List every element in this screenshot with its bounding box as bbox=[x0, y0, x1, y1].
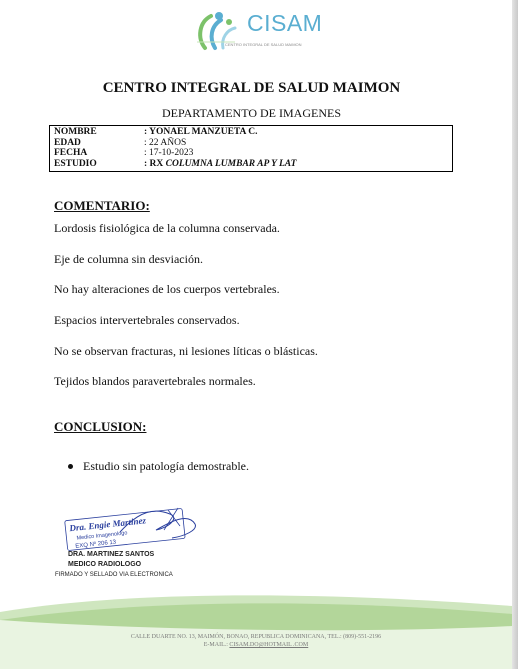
conclusion-heading: CONCLUSION: bbox=[54, 419, 147, 434]
finding-line: Tejidos blandos paravertebrales normales. bbox=[54, 374, 256, 388]
doctor-signature-block bbox=[68, 550, 154, 570]
name-value: : YONAEL MANZUETA C. bbox=[144, 127, 258, 137]
signature-cross-mark bbox=[164, 508, 180, 530]
footer-address: CALLE DUARTE NO. 13, MAIMÓN, BONAO, REPUBLICA DOMINICANA, TEL.: (809)-551-2196 bbox=[130, 634, 382, 640]
finding-line: Eje de columna sin desviación. bbox=[54, 252, 203, 266]
stamp-name: Dra. Engie Martinez bbox=[68, 515, 147, 534]
department-name: DEPARTAMENTO DE IMAGENES bbox=[162, 106, 341, 120]
logo-tagline: CENTRO INTEGRAL DE SALUD MAIMON bbox=[225, 42, 302, 47]
footer-wave-decoration bbox=[0, 590, 512, 669]
patient-row-date bbox=[50, 148, 452, 159]
stamp-exequatur: EXQ Nº 206 13 bbox=[75, 539, 117, 550]
study-value: COLUMNA LUMBAR AP Y LAT bbox=[165, 158, 297, 169]
doctor-name: DRA. MARTINEZ SANTOS bbox=[68, 551, 155, 558]
logo-brand-text: CISAM bbox=[247, 10, 323, 36]
report-title: CENTRO INTEGRAL DE SALUD MAIMON bbox=[102, 80, 401, 96]
study-label: ESTUDIO bbox=[54, 158, 97, 169]
footer-email-line bbox=[0, 641, 512, 649]
finding-line: No hay alteraciones de los cuerpos vertebrales. bbox=[54, 282, 280, 296]
logo-emblem-icon bbox=[195, 8, 255, 54]
cisam-logo bbox=[195, 8, 323, 54]
study-prefix: : RX bbox=[144, 158, 166, 169]
conclusion-item-text: Estudio sin patología demostrable. bbox=[83, 459, 249, 473]
finding-line: No se observan fracturas, ni lesiones líticas o blásticas. bbox=[54, 344, 318, 358]
age-value: : 22 AÑOS bbox=[144, 137, 187, 148]
date-value: : 17-10-2023 bbox=[144, 148, 194, 159]
patient-row-name bbox=[50, 127, 452, 138]
patient-row-study bbox=[50, 159, 452, 170]
electronic-signature-note: FIRMADO Y SELLADO VIA ELECTRONICA bbox=[55, 572, 173, 578]
finding-line: Lordosis fisiológica de la columna conservada. bbox=[54, 221, 280, 235]
patient-row-age bbox=[50, 138, 452, 149]
patient-info-box bbox=[49, 125, 453, 172]
finding-line: Espacios intervertebrales conservados. bbox=[54, 313, 240, 327]
bullet-dot-icon bbox=[68, 464, 73, 469]
name-label: NOMBRE bbox=[54, 127, 97, 137]
email-link[interactable]: CISAM.DO@HOTMAIL .COM bbox=[229, 642, 309, 648]
date-label: FECHA bbox=[54, 148, 88, 159]
age-label: EDAD bbox=[54, 137, 81, 148]
footer-contact bbox=[0, 633, 512, 649]
email-label: E-MAIL.: bbox=[203, 642, 230, 648]
study-value-wrapper bbox=[144, 159, 452, 170]
page-edge-shadow bbox=[512, 0, 518, 669]
doctor-title: MEDICO RADIOLOGO bbox=[68, 561, 142, 568]
conclusion-item bbox=[68, 459, 249, 474]
stamp-title: Medico Imagenologo bbox=[76, 530, 128, 542]
comment-heading: COMENTARIO: bbox=[54, 198, 150, 213]
